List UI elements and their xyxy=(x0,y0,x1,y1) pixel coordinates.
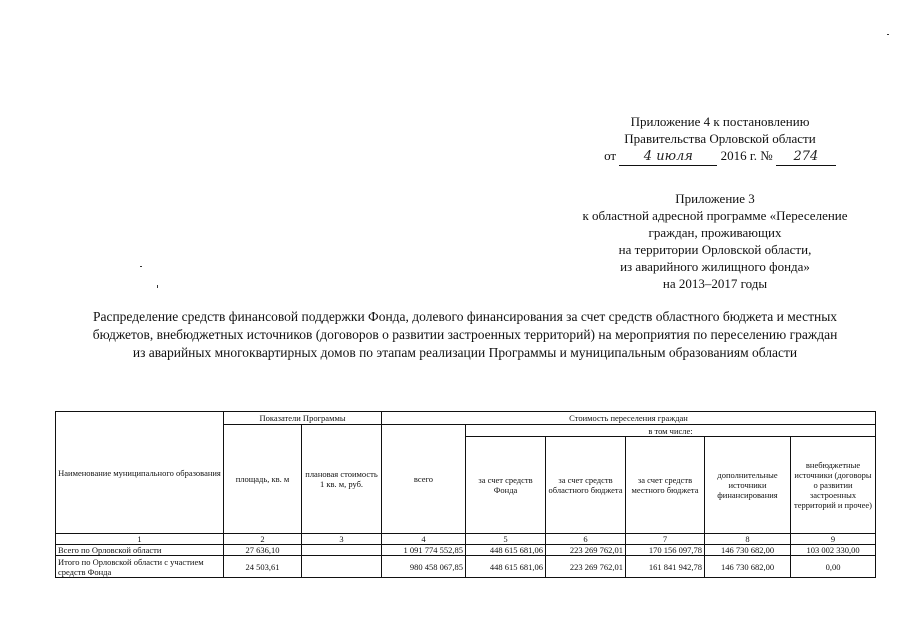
title-line: из аварийных многоквартирных домов по этапам реализации Программы и муниципальным образованиям области xyxy=(132,345,798,360)
row-plan-cost xyxy=(302,545,382,556)
row-local: 170 156 097,78 xyxy=(626,545,705,556)
appendix-line: на 2013–2017 годы xyxy=(662,276,768,291)
column-number-row xyxy=(56,534,876,545)
header-area: площадь, кв. м xyxy=(224,425,302,534)
column-number: 1 xyxy=(56,534,224,545)
appendix-line: граждан, проживающих xyxy=(648,225,782,240)
column-number: 9 xyxy=(791,534,876,545)
header-local: за счет средств местного бюджета xyxy=(626,437,705,534)
funding-table xyxy=(55,411,876,578)
appendix-program-header xyxy=(545,190,885,292)
appendix-line: Приложение 3 xyxy=(675,191,755,206)
row-extrabudget: 0,00 xyxy=(791,556,876,578)
title-line: Распределение средств финансовой поддержки Фонда, долевого финансирования за счет средств областного бюджета и местных xyxy=(92,309,838,324)
appendix-line: Правительства Орловской области xyxy=(624,131,816,146)
row-regional: 223 269 762,01 xyxy=(546,556,626,578)
appendix-line: к областной адресной программе «Переселение xyxy=(582,208,848,223)
row-regional: 223 269 762,01 xyxy=(546,545,626,556)
table-row xyxy=(56,545,876,556)
column-number: 3 xyxy=(302,534,382,545)
scan-speck xyxy=(157,285,158,288)
appendix-line: на территории Орловской области, xyxy=(618,242,812,257)
scan-speck xyxy=(887,34,889,35)
row-area: 27 636,10 xyxy=(224,545,302,556)
document-title xyxy=(50,308,880,362)
appendix-line: Приложение 4 к постановлению xyxy=(630,114,810,129)
header-fund: за счет средств Фонда xyxy=(466,437,546,534)
header-extrabudget: внебюджетные источники (договоры о развитии застроенных территорий и прочее) xyxy=(791,437,876,534)
header-additional: дополнительные источники финансирования xyxy=(705,437,791,534)
header-total: всего xyxy=(382,425,466,534)
appendix-resolution-header xyxy=(560,113,880,166)
row-extrabudget: 103 002 330,00 xyxy=(791,545,876,556)
header-cost: Стоимость переселения граждан xyxy=(382,412,876,425)
header-indicators: Показатели Программы xyxy=(224,412,382,425)
handwritten-number: 274 xyxy=(776,147,836,166)
resolution-date-line xyxy=(560,147,880,166)
row-plan-cost xyxy=(302,556,382,578)
column-number: 2 xyxy=(224,534,302,545)
year-label: 2016 г. № xyxy=(720,148,773,163)
row-name: Всего по Орловской области xyxy=(56,545,224,556)
header-plan-cost: плановая стоимость 1 кв. м, руб. xyxy=(302,425,382,534)
row-fund: 448 615 681,06 xyxy=(466,556,546,578)
table-row xyxy=(56,556,876,578)
header-including: в том числе: xyxy=(466,425,876,437)
appendix-line: из аварийного жилищного фонда» xyxy=(620,259,810,274)
row-additional: 146 730 682,00 xyxy=(705,556,791,578)
row-total: 1 091 774 552,85 xyxy=(382,545,466,556)
title-line: бюджетов, внебюджетных источников (договоров о развитии застроенных территорий) на мероприятия по переселению граждан xyxy=(92,327,838,342)
row-name: Итого по Орловской области с участием средств Фонда xyxy=(56,556,224,578)
header-regional: за счет средств областного бюджета xyxy=(546,437,626,534)
column-number: 4 xyxy=(382,534,466,545)
row-local: 161 841 942,78 xyxy=(626,556,705,578)
header-name: Наименование муниципального образования xyxy=(56,412,224,534)
handwritten-date: 4 июля xyxy=(619,147,717,166)
row-additional: 146 730 682,00 xyxy=(705,545,791,556)
column-number: 5 xyxy=(466,534,546,545)
row-fund: 448 615 681,06 xyxy=(466,545,546,556)
row-total: 980 458 067,85 xyxy=(382,556,466,578)
row-area: 24 503,61 xyxy=(224,556,302,578)
scan-speck xyxy=(140,266,142,267)
column-number: 7 xyxy=(626,534,705,545)
column-number: 8 xyxy=(705,534,791,545)
from-label: от xyxy=(604,148,617,163)
column-number: 6 xyxy=(546,534,626,545)
